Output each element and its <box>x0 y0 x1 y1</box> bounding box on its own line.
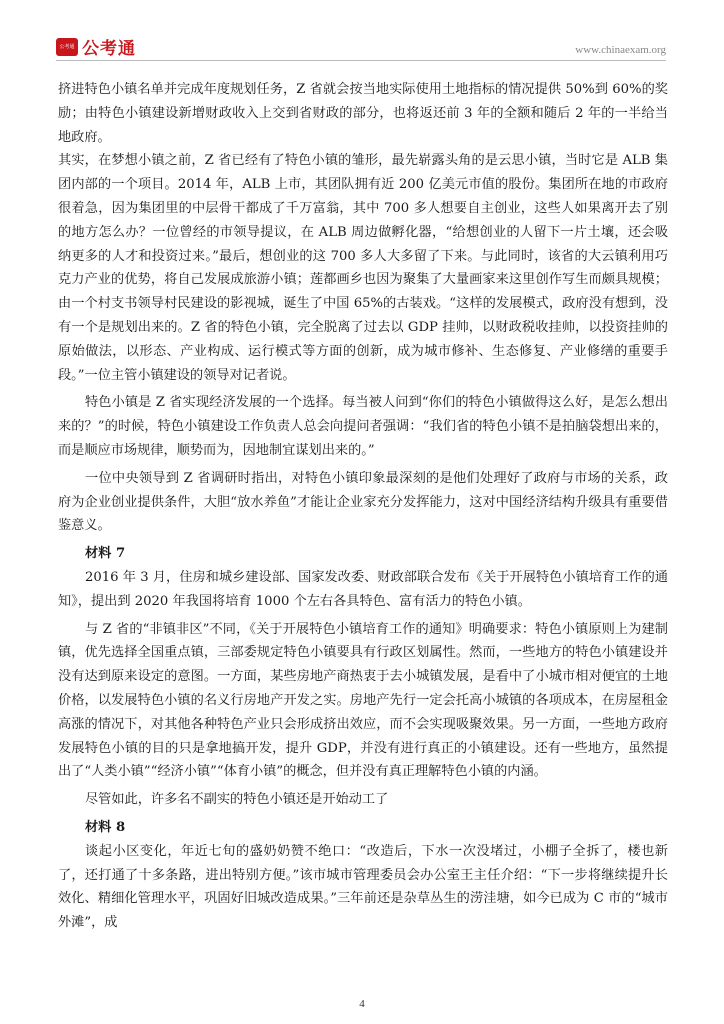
paragraph: 一位中央领导到 Z 省调研时指出，对特色小镇印象最深刻的是他们处理好了政府与市场的关系，政府为企业创业提供条件，大胆“放水养鱼”才能让企业家充分发挥能力，这对中国经济结构升级具有重要借鉴意义。 <box>58 470 668 534</box>
paragraph: 挤进特色小镇名单并完成年度规划任务，Z 省就会按当地实际使用土地指标的情况提供 50%到 60%的奖励；由特色小镇建设新增财政收入上交到省财政的部分，也将返还前 3 年的全额和随后 2 年的一半给当地政府。 <box>58 82 668 145</box>
logo-badge-icon: 公考通 <box>56 38 78 56</box>
paragraph: 谈起小区变化，年近七旬的盛奶奶赞不绝口：“改造后，下水一次没堵过，小棚子全拆了，楼也新了，还打通了十多条路，进出特别方便。”该市城市管理委员会办公室王主任介绍：“下一步将继续提升长效化、精细化管理水平，巩固好旧城改造成果。”三年前还是杂草丛生的涝洼塘，如今已成为 C 市的“城市外滩”，成 <box>58 843 668 931</box>
material-8-heading: 材料 8 <box>85 819 126 835</box>
paragraph: 尽管如此，许多名不副实的特色小镇还是开始动工了 <box>85 792 389 808</box>
logo-text: 公考通 <box>82 39 136 59</box>
material-7-heading: 材料 7 <box>85 546 126 562</box>
document-body <box>58 78 668 935</box>
brand-logo[interactable] <box>56 34 136 59</box>
header-divider <box>56 60 666 61</box>
paragraph: 2016 年 3 月，住房和城乡建设部、国家发改委、财政部联合发布《关于开展特色小镇培育工作的通知》，提出到 2020 年我国将培育 1000 个左右各具特色、富有活力的特色小镇。 <box>58 569 668 609</box>
site-url[interactable]: www.chinaexam.org <box>575 44 666 56</box>
page-number: 4 <box>359 998 365 1010</box>
paragraph: 与 Z 省的“非镇非区”不同，《关于开展特色小镇培育工作的通知》明确要求：特色小镇原则上为建制镇，优先选择全国重点镇，三部委规定特色小镇要具有行政区划属性。然而，一些地方的特色小镇建设并没有达到原来设定的意图。一方面，某些房地产商热衷于去小城镇发展，是看中了小城市相对便宜的土地价格，以发展特色小镇的名义行房地产开发之实。房地产先行一定会托高小城镇的各项成本，在房屋租金高涨的情况下，对其他各种特色产业只会形成挤出效应，而不会实现吸聚效果。另一方面，一些地方政府发展特色小镇的目的只是拿地搞开发，提升 GDP，并没有进行真正的小镇建设。还有一些地方，虽然提出了“人类小镇”“经济小镇”“体育小镇”的概念，但并没有真正理解特色小镇的内涵。 <box>58 621 668 780</box>
paragraph: 特色小镇是 Z 省实现经济发展的一个选择。每当被人问到“你们的特色小镇做得这么好，是怎么想出来的？”的时候，特色小镇建设工作负责人总会向提问者强调：“我们省的特色小镇不是拍脑袋想出来的，而是顺应市场规律，顺势而为，因地制宜谋划出来的。” <box>58 395 668 458</box>
page-header <box>0 0 724 62</box>
paragraph: 其实，在梦想小镇之前，Z 省已经有了特色小镇的雏形，最先崭露头角的是云思小镇，当时它是 ALB 集团内部的一个项目。2014 年，ALB 上市，其团队拥有近 200 亿美元市值的股份。集团所在地的市政府很着急，因为集团里的中层骨干都成了千万富翁，其中 700 多人想要自主创业，这些人如果离开去了别的地方怎么办？一位曾经的市领导提议，在 ALB 周边做孵化器，“给想创业的人留下一片土壤，还会吸纳更多的人才和投资过来。”最后，想创业的这 700 多人大多留了下来。与此同时，该省的大云镇利用巧克力产业的优势，将自己发展成旅游小镇；莲都画乡也因为聚集了大量画家来这里创作写生而颇具规模；由一个村支书领导村民建设的影视城，诞生了中国 65%的古装戏。“这样的发展模式，政府没有想到，没有一个是规划出来的。Z 省的特色小镇，完全脱离了过去以 GDP 挂帅，以财政税收挂帅，以投资挂帅的原始做法，以形态、产业构成、运行模式等方面的创新，成为城市修补、生态修复、产业修缮的重要手段。”一位主管小镇建设的领导对记者说。 <box>58 153 668 383</box>
